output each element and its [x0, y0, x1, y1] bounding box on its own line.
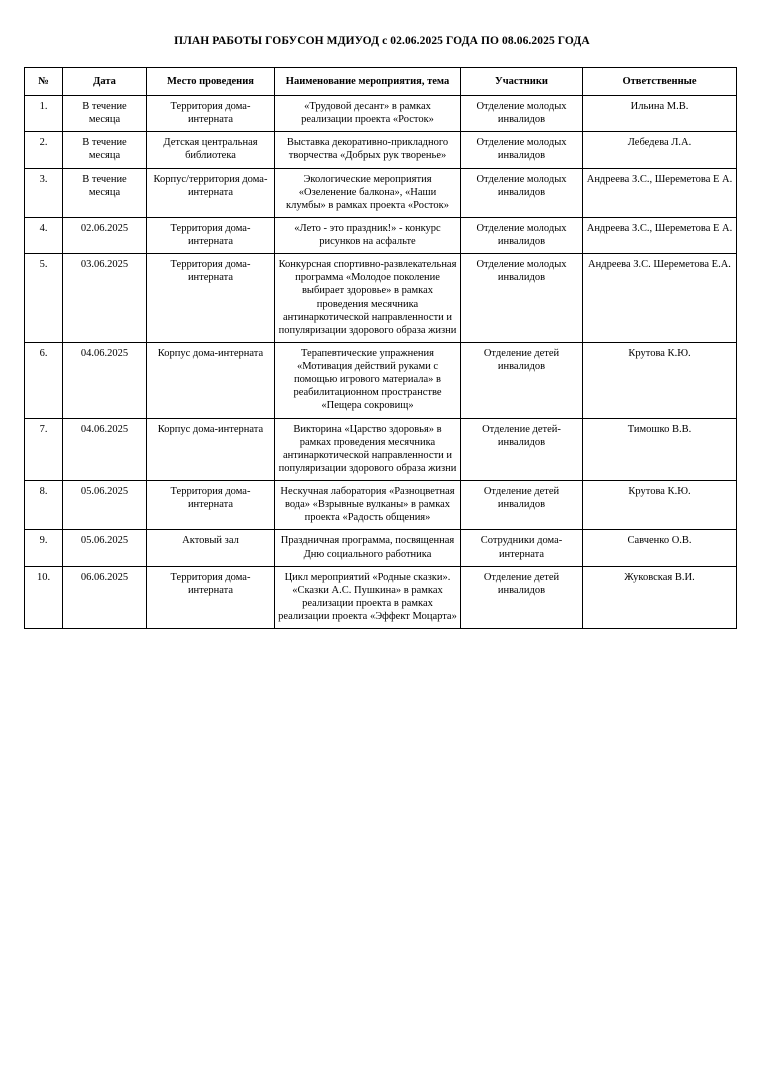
cell-event: Нескучная лаборатория «Разноцветная вода» «Взрывные вулканы» в рамках проекта «Радость общения» — [275, 481, 461, 530]
cell-participants: Отделение молодых инвалидов — [461, 254, 583, 343]
cell-number: 1. — [25, 96, 63, 132]
cell-responsible: Андреева З.С., Шереметова Е А. — [583, 168, 737, 217]
cell-number: 9. — [25, 530, 63, 566]
cell-place: Корпус/территория дома-интерната — [147, 168, 275, 217]
cell-participants: Отделение детей инвалидов — [461, 566, 583, 629]
cell-number: 5. — [25, 254, 63, 343]
table-row — [25, 481, 737, 530]
cell-participants: Сотрудники дома-интерната — [461, 530, 583, 566]
cell-event: «Трудовой десант» в рамках реализации проекта «Росток» — [275, 96, 461, 132]
cell-responsible: Савченко О.В. — [583, 530, 737, 566]
cell-participants: Отделение молодых инвалидов — [461, 132, 583, 168]
cell-event: Цикл мероприятий «Родные сказки». «Сказки А.С. Пушкина» в рамках реализации проекта в рамках реализации проекта «Эффект Моцарта» — [275, 566, 461, 629]
cell-event: Праздничная программа, посвященная Дню социального работника — [275, 530, 461, 566]
cell-place: Территория дома-интерната — [147, 217, 275, 253]
cell-number: 7. — [25, 418, 63, 481]
cell-participants: Отделение молодых инвалидов — [461, 96, 583, 132]
table-row — [25, 342, 737, 418]
cell-number: 6. — [25, 342, 63, 418]
cell-number: 8. — [25, 481, 63, 530]
table-row — [25, 254, 737, 343]
column-header-participants: Участники — [461, 67, 583, 95]
column-header-date: Дата — [63, 67, 147, 95]
cell-responsible: Андреева З.С. Шереметова Е.А. — [583, 254, 737, 343]
cell-event: Экологические мероприятия «Озеленение балкона», «Наши клумбы» в рамках проекта «Росток» — [275, 168, 461, 217]
cell-place: Актовый зал — [147, 530, 275, 566]
cell-date: 03.06.2025 — [63, 254, 147, 343]
column-header-place: Место проведения — [147, 67, 275, 95]
table-row — [25, 418, 737, 481]
cell-place: Территория дома-интерната — [147, 254, 275, 343]
cell-date: 05.06.2025 — [63, 481, 147, 530]
page-title: ПЛАН РАБОТЫ ГОБУСОН МДИУОД с 02.06.2025 ГОДА ПО 08.06.2025 ГОДА — [174, 35, 590, 47]
cell-number: 2. — [25, 132, 63, 168]
cell-date: В течение месяца — [63, 96, 147, 132]
cell-participants: Отделение молодых инвалидов — [461, 168, 583, 217]
cell-participants: Отделение молодых инвалидов — [461, 217, 583, 253]
cell-place: Территория дома-интерната — [147, 96, 275, 132]
cell-date: 04.06.2025 — [63, 342, 147, 418]
cell-responsible: Андреева З.С., Шереметова Е А. — [583, 217, 737, 253]
table-row — [25, 530, 737, 566]
cell-event: Выставка декоративно-прикладного творчества «Добрых рук творенье» — [275, 132, 461, 168]
cell-place: Территория дома-интерната — [147, 566, 275, 629]
cell-event: Конкурсная спортивно-развлекательная программа «Молодое поколение выбирает здоровье» в рамках проведения месячника антинаркотической направленности и популяризации здорового образа жизни — [275, 254, 461, 343]
cell-responsible: Лебедева Л.А. — [583, 132, 737, 168]
cell-responsible: Тимошко В.В. — [583, 418, 737, 481]
work-plan-table — [24, 67, 737, 629]
table-row — [25, 168, 737, 217]
table-header-row — [25, 67, 737, 95]
table-row — [25, 96, 737, 132]
table-row — [25, 132, 737, 168]
cell-responsible: Крутова К.Ю. — [583, 342, 737, 418]
cell-place: Детская центральная библиотека — [147, 132, 275, 168]
column-header-number: № — [25, 67, 63, 95]
cell-responsible: Жуковская В.И. — [583, 566, 737, 629]
cell-date: В течение месяца — [63, 168, 147, 217]
cell-event: Викторина «Царство здоровья» в рамках проведения месячника антинаркотической направленности и популяризации здорового образа жизни — [275, 418, 461, 481]
column-header-responsible: Ответственные — [583, 67, 737, 95]
cell-event: Терапевтические упражнения «Мотивация действий руками с помощью игрового материала» в реабилитационном пространстве «Пещера сокровищ» — [275, 342, 461, 418]
cell-participants: Отделение детей-инвалидов — [461, 418, 583, 481]
cell-place: Корпус дома-интерната — [147, 418, 275, 481]
table-row — [25, 217, 737, 253]
cell-participants: Отделение детей инвалидов — [461, 481, 583, 530]
cell-date: 06.06.2025 — [63, 566, 147, 629]
cell-responsible: Ильина М.В. — [583, 96, 737, 132]
cell-number: 4. — [25, 217, 63, 253]
table-row — [25, 566, 737, 629]
cell-date: В течение месяца — [63, 132, 147, 168]
cell-date: 05.06.2025 — [63, 530, 147, 566]
cell-place: Территория дома-интерната — [147, 481, 275, 530]
cell-place: Корпус дома-интерната — [147, 342, 275, 418]
cell-date: 02.06.2025 — [63, 217, 147, 253]
cell-responsible: Крутова К.Ю. — [583, 481, 737, 530]
cell-date: 04.06.2025 — [63, 418, 147, 481]
cell-number: 3. — [25, 168, 63, 217]
cell-number: 10. — [25, 566, 63, 629]
cell-participants: Отделение детей инвалидов — [461, 342, 583, 418]
column-header-event: Наименование мероприятия, тема — [275, 67, 461, 95]
table-body — [25, 96, 737, 629]
cell-event: «Лето - это праздник!» - конкурс рисунков на асфальте — [275, 217, 461, 253]
